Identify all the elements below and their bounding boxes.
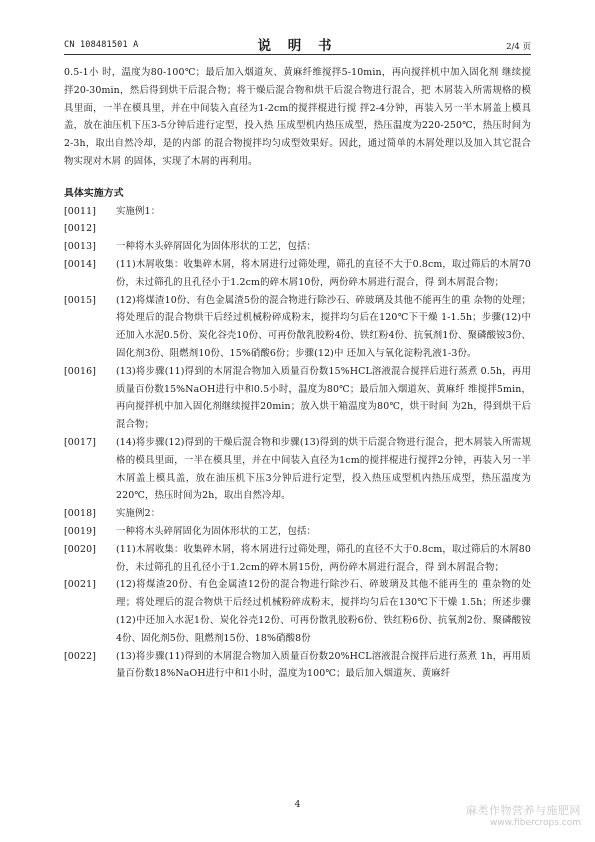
document-title: 说 明 书 [257,38,338,54]
paragraph-text: (12)将煤渣10份、有色金属渣5份的混合物进行除沙石、碎玻璃及其他不能再生的重 杂物的处理；将处理后的混合物烘干后经过机械粉碎成粉末，搅拌均匀后在120℃下干燥 1-1.5h；步骤(12)中还加入水泥0.5份、炭化谷壳10份、可再份散乳胶粉4份、铁红粉4份、抗氧剂1份、聚磷酸铵3份、固化剂3份、阻燃剂10份、15%硝酸6份；步骤(12)中 还加入与氧化淀粉乳液1-3份。 [116,294,531,359]
paragraph-text: (12)将煤渣20份、有色金属渣12份的混合物进行除沙石、碎玻璃及其他不能再生的 重杂物的处理；将处理后的混合物烘干后经过机械粉碎成粉末，搅拌均匀后在130℃下干燥 1.5h；所述步骤(12)中还加入水泥1份、炭化谷壳12份、可再份散乳胶粉6份、铁红粉6份、抗氧剂2份、聚磷酸铵4份、固化剂5份、阻燃剂15份、18%硝酸8份 [116,579,531,644]
paragraph-text: (13)将步骤(11)得到的木屑混合物加入质量百份数20%HCL溶液混合搅拌后进行蒸煮 1h，再用质量百份数18%NaOH进行中和1小时，温度为100℃；最后加入烟道灰、黄麻纤 [116,650,531,680]
paragraph-tag: [0013] [64,241,97,253]
paragraph-text: 实施例2： [116,508,161,520]
section-title: 具体实施方式 [64,187,124,199]
watermark-text: 麻类作物营养与施肥网 [466,804,581,817]
intro-paragraph: 0.5-1小 时，温度为80-100℃；最后加入烟道灰、黄麻纤维搅拌5-10min，再向搅拌机中加入固化剂 继续搅拌20-30min，然后得到烘干后混合物；将干燥后混合物和烘干后混合物进行混合，把 木屑装入所需规格的模具里面，一半在模具里，并在中间装入直径为1-2cm的搅拌棍进行搅 拌2-4分钟，再装入另一半木屑盖上模具盖，放在油压机下压3-5分钟后进行定型，投入热 压成型机内热压成型，热压温度为220-250℃，热压时间为2-3h，取出自然冷却，是的内部 的混合物搅拌均匀成型效果好。因此，通过简单的木屑处理以及加入其它混合物实现对木屑 的固体，实现了木屑的再利用。 [64,67,531,167]
paragraph-tag: [0022] [64,650,97,662]
paragraph-tag: [0011] [64,205,97,217]
paragraph [64,363,531,434]
paragraph-text: 一种将木头碎屑固化为固体形状的工艺，包括： [116,525,317,537]
paragraph-text: (13)将步骤(11)得到的木屑混合物加入质量百份数15%HCL溶液混合搅拌后进行蒸煮 0.5h，再用质量百份数15%NaOH进行中和0.5小时，温度为80℃；最后加入烟道灰、黄麻纤 维搅拌5min，再向搅拌机中加入固化剂继续搅拌20min；放入烘干箱温度为80℃，烘干时间 为2h，得到烘干后混合物； [116,365,531,431]
page-number: 4 [294,800,301,810]
paragraph-text [116,220,531,238]
page-indicator: 2/4 页 [506,42,531,52]
paragraph [64,220,531,238]
document-body [64,64,531,683]
patent-number: CN 108481501 A [64,40,139,50]
paragraph-tag: [0018] [64,508,97,520]
paragraph [64,256,531,292]
paragraph [64,523,531,541]
paragraph [64,292,531,363]
watermark-url: www.fibercrops.com [490,818,581,828]
paragraph-tag: [0014] [64,258,97,270]
paragraph-tag: [0021] [64,579,97,591]
page-header [64,34,531,55]
paragraph-text: 实施例1： [116,205,161,217]
paragraph [64,203,531,221]
paragraph-tag: [0016] [64,365,97,377]
paragraph-tag: [0020] [64,543,97,555]
paragraph-text: 一种将木头碎屑固化为固体形状的工艺，包括： [116,241,317,253]
paragraph [64,576,531,647]
paragraph-tag: [0015] [64,294,97,306]
paragraph-tag: [0019] [64,525,97,537]
paragraph-tag: [0017] [64,436,97,448]
paragraph-text: (14)将步骤(12)得到的干燥后混合物和步骤(13)得到的烘干后混合物进行混合，把木屑装入所需规格的模具里面，一半在模具里，并在中间装入直径为1cm的搅拌棍进行搅拌2分钟，再装入另一半木屑盖上模具盖，放在油压机下压3分钟后进行定型，投入热压成型机内热压成型，热压温度为220℃，热压时间为2h，取出自然冷却。 [116,436,531,502]
paragraph [64,505,531,523]
paragraph-text: (11)木屑收集：收集碎木屑，将木屑进行过筛处理，筛孔的直径不大于0.8cm，取过筛后的木屑70份，未过筛孔的且孔径小于1.2cm的碎木屑10份，两份碎木屑进行混合，得 到木屑混合物； [116,258,531,288]
paragraph [64,541,531,577]
paragraph [64,434,531,505]
watermark [466,802,581,828]
paragraph [64,238,531,256]
paragraph-tag: [0012] [64,223,97,235]
paragraph-text: (11)木屑收集：收集碎木屑，将木屑进行过筛处理，筛孔的直径不大于0.8cm，取过筛后的木屑80份，未过筛孔的且孔径小于1.2cm的碎木屑15份，两份碎木屑进行混合，得 到木屑混合物； [116,543,531,573]
paragraph [64,648,531,684]
